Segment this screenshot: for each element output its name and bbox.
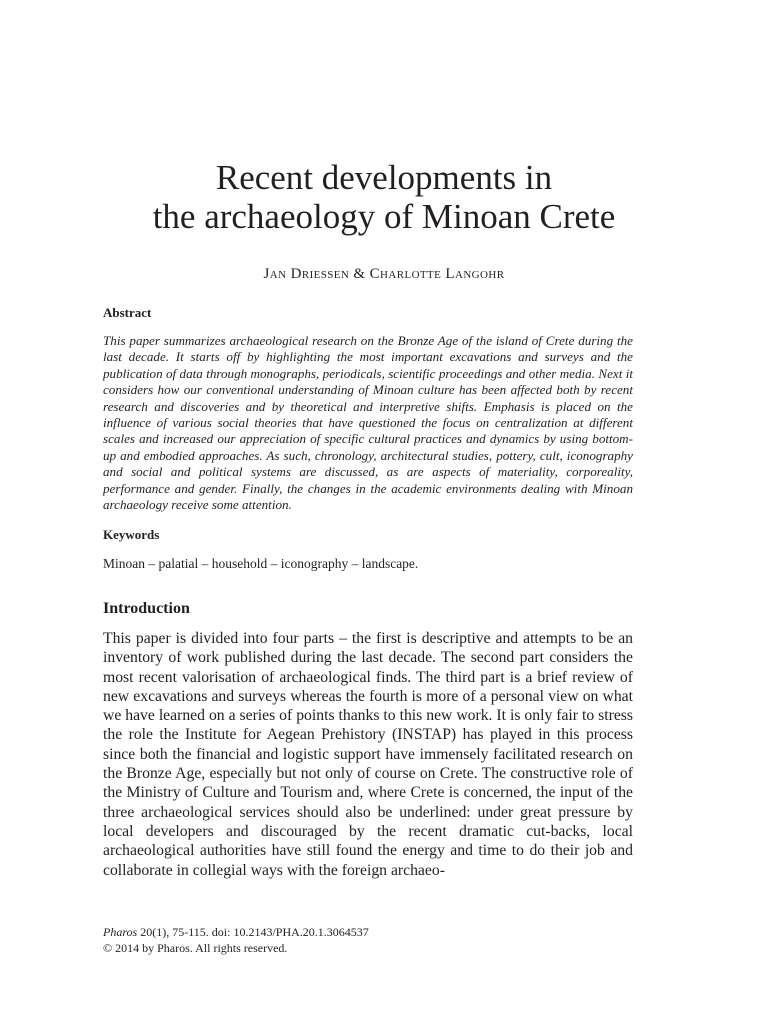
article-title bbox=[0, 158, 768, 236]
keywords-text: Minoan – palatial – household – iconography – landscape. bbox=[103, 556, 419, 571]
keywords-heading: Keywords bbox=[103, 527, 160, 542]
journal-name: Pharos bbox=[103, 925, 138, 939]
article-title-line-1: Recent developments in bbox=[215, 158, 553, 197]
introduction-text: This paper is divided into four parts – the first is descriptive and attempts to be an inventory of work published during the last decade. The second part considers the most recent valorisation of archaeological finds. The third part is a brief review of new excavations and surveys whereas the fourth is more of a personal view on what we have learned on a series of points thanks to this new work. It is only fair to stress the role the Institute for Aegean Prehistory (INSTAP) has played in this process since both the financial and logistic support have immensely facilitated research on the Bronze Age, especially but not only of course on Crete. The constructive role of the Ministry of Culture and Tourism and, where Crete is concerned, the input of the three archaeological services should also be underlined: under great pressure by local developers and discouraged by the recent dramatic cut-backs, local archaeological authorities have still found the energy and time to do their job and collaborate in collegial ways with the foreign archaeo- bbox=[103, 630, 633, 879]
page-footer bbox=[103, 924, 369, 956]
article-title-line-2: the archaeology of Minoan Crete bbox=[152, 197, 616, 236]
abstract-text: This paper summarizes archaeological research on the Bronze Age of the island of Crete during the last decade. It starts off by highlighting the most important excavations and surveys and the publication of data through monographs, periodicals, scientific proceedings and other media. Next it considers how our conventional understanding of Minoan culture has been affected both by recent research and discoveries and by theoretical and interpretive shifts. Emphasis is placed on the influence of various social theories that have questioned the focus on centralization at different scales and increased our appreciation of specific cultural practices and dynamics by using bottom-up and embodied approaches. As such, chronology, architectural studies, pottery, cult, iconography and social and political systems are discussed, as are aspects of materiality, corporeality, performance and gender. Finally, the changes in the academic environments dealing with Minoan archaeology receive some attention. bbox=[103, 333, 633, 513]
citation-details: 20(1), 75-115. doi: 10.2143/PHA.20.1.3064537 bbox=[137, 925, 369, 939]
abstract-heading: Abstract bbox=[103, 305, 152, 320]
citation-line bbox=[103, 924, 369, 940]
article-authors: Jan Driessen & Charlotte Langohr bbox=[263, 266, 505, 282]
copyright-line: © 2014 by Pharos. All rights reserved. bbox=[103, 941, 288, 955]
introduction-heading: Introduction bbox=[103, 600, 190, 617]
